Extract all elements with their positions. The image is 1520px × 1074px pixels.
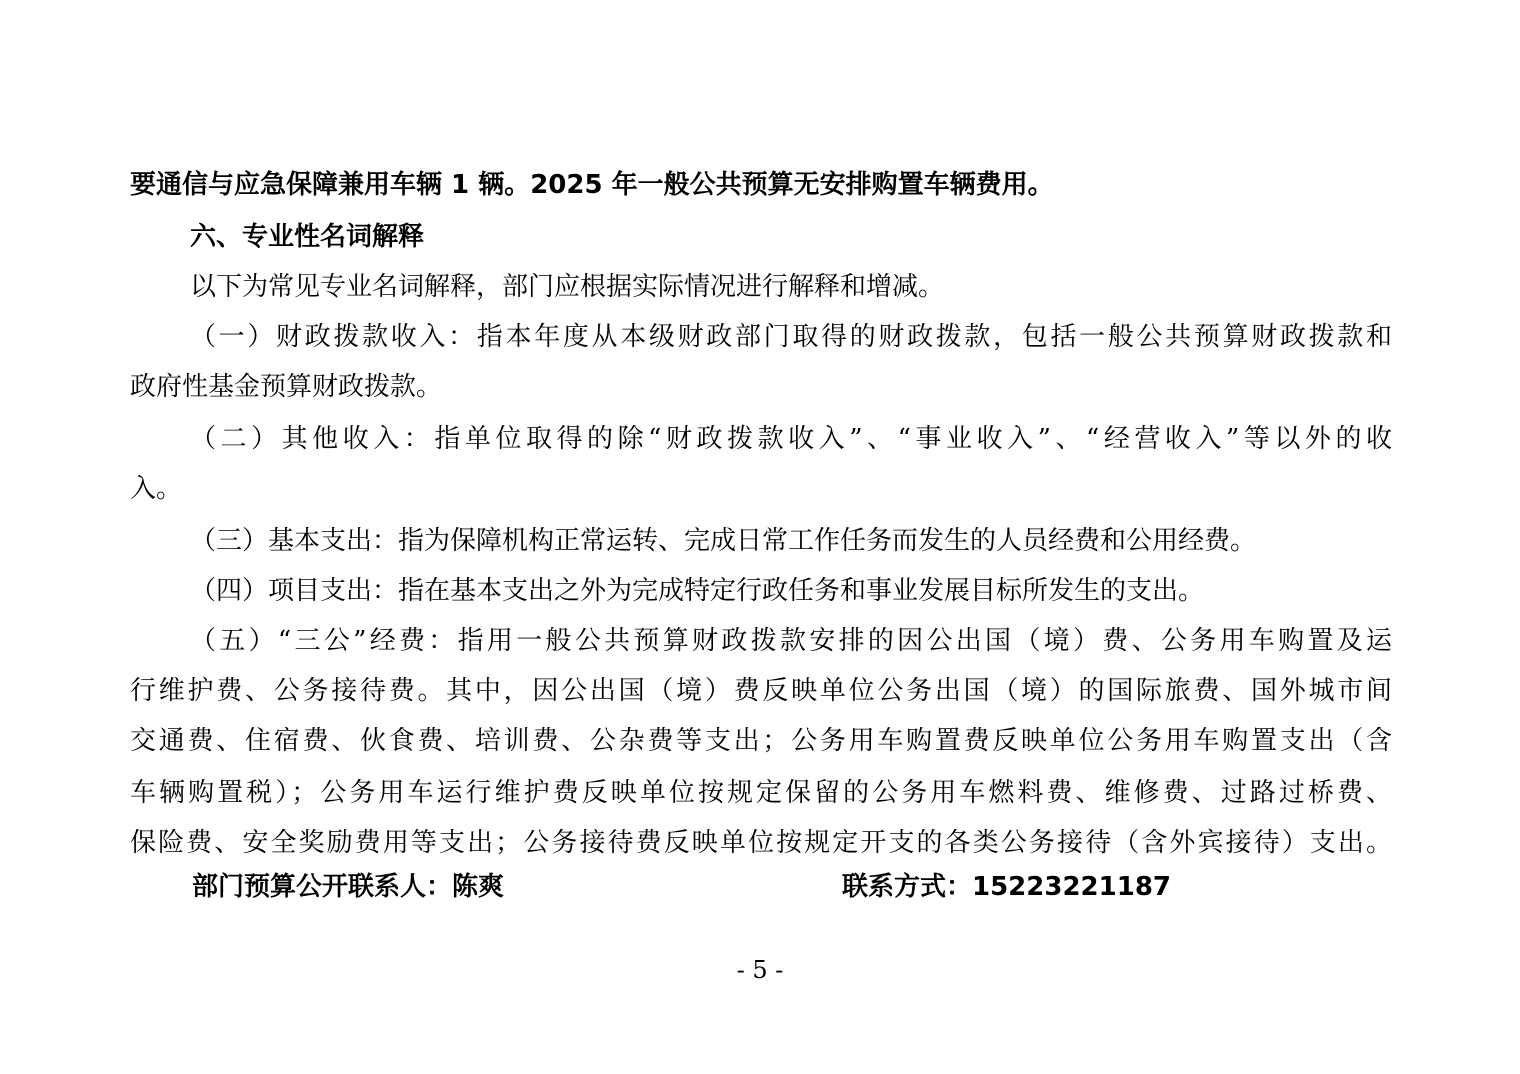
definition-5-line-1: （五）“三公”经费：指用一般公共预算财政拨款安排的因公出国（境）费、公务用车购置及运 [190,626,1392,656]
definition-1-line-1: （一）财政拨款收入：指本年度从本级财政部门取得的财政拨款，包括一般公共预算财政拨款和 [190,322,1392,352]
definition-5-line-4: 车辆购置税）；公务用车运行维护费反映单位按规定保留的公务用车燃料费、维修费、过路过桥费、 [130,778,1392,808]
definition-5-line-3: 交通费、住宿费、伙食费、培训费、公杂费等支出；公务用车购置费反映单位公务用车购置支出（含 [130,726,1392,756]
definition-1-line-2: 政府性基金预算财政拨款。 [130,372,443,402]
intro-paragraph: 以下为常见专业名词解释，部门应根据实际情况进行解释和增减。 [190,272,945,302]
paragraph-vehicle-line: 要通信与应急保障兼用车辆 1 辆。2025 年一般公共预算无安排购置车辆费用。 [130,170,1054,200]
definition-5-line-2: 行维护费、公务接待费。其中，因公出国（境）费反映单位公务出国（境）的国际旅费、国外城市间 [130,676,1392,706]
definition-2-line-1: （二）其他收入：指单位取得的除“财政拨款收入”、“事业收入”、“经营收入”等以外的收 [190,424,1392,454]
definition-3: （三）基本支出：指为保障机构正常运转、完成日常工作任务而发生的人员经费和公用经费。 [190,526,1257,556]
definition-4: （四）项目支出：指在基本支出之外为完成特定行政任务和事业发展目标所发生的支出。 [190,576,1205,606]
contact-person: 部门预算公开联系人：陈爽 [192,872,505,902]
definition-5-line-5: 保险费、安全奖励费用等支出；公务接待费反映单位按规定开支的各类公务接待（含外宾接待）支出。 [130,828,1392,858]
definition-2-line-2: 入。 [130,474,183,504]
section-heading: 六、专业性名词解释 [190,222,425,252]
contact-phone: 联系方式：15223221187 [842,872,1171,902]
page-number: - 5 - [736,956,784,984]
